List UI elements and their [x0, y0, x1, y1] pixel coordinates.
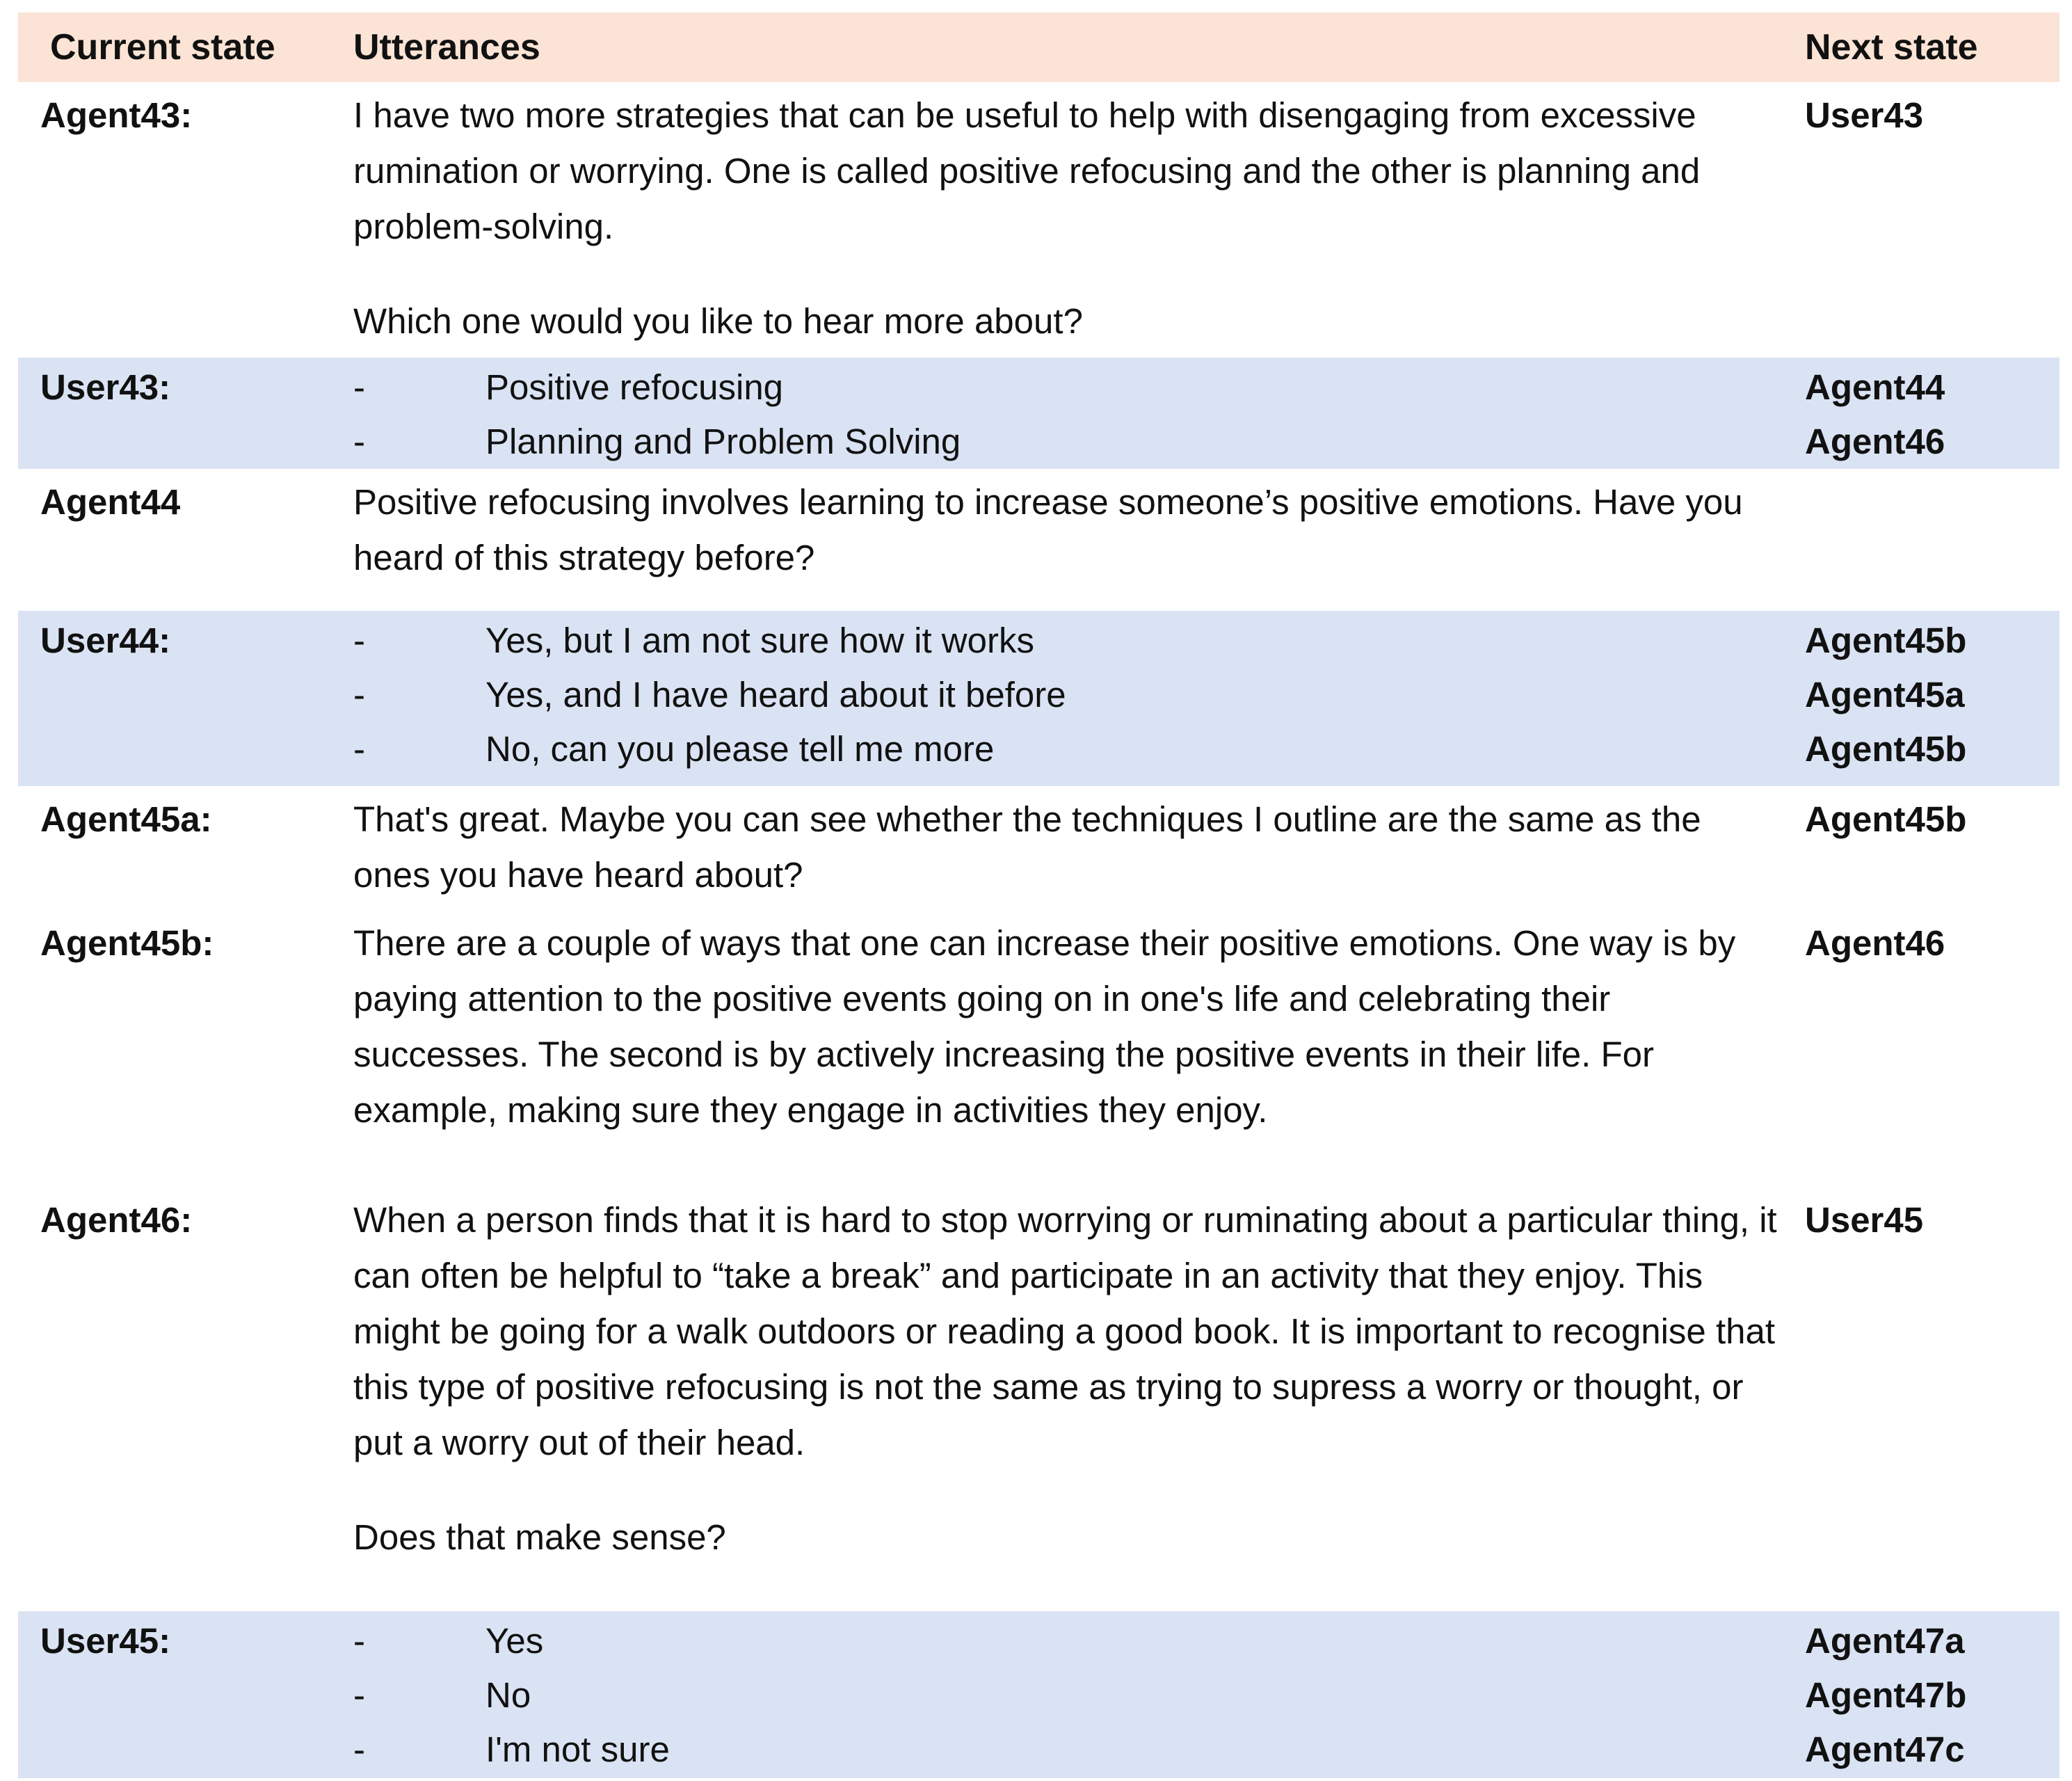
next-state-value: Agent46	[1805, 422, 1945, 461]
header-current-state: Current state	[50, 27, 275, 67]
row-options	[353, 358, 1805, 469]
row-current-state: Agent46:	[18, 1187, 353, 1611]
row-current-state: Agent45b:	[18, 910, 353, 1187]
next-state-value: User43	[1805, 95, 1924, 135]
table-row	[18, 1611, 2059, 1778]
next-state-value: Agent45b	[1805, 729, 1967, 769]
option-item: - Planning and Problem Solving	[353, 422, 961, 461]
next-state-value: Agent45a	[1805, 675, 1965, 714]
table-row	[18, 910, 2059, 1187]
table-row	[18, 469, 2059, 611]
row-next-state	[1805, 910, 2059, 1187]
option-item: - Yes	[353, 1621, 544, 1661]
row-options	[353, 1611, 1805, 1778]
row-utterance	[353, 82, 1805, 358]
table-row	[18, 786, 2059, 910]
row-utterance	[353, 786, 1805, 910]
table-row	[18, 358, 2059, 469]
row-utterance	[353, 910, 1805, 1187]
row-next-state	[1805, 611, 2059, 786]
row-utterance	[353, 469, 1805, 611]
row-next-state	[1805, 1187, 2059, 1611]
utterance-paragraph: When a person finds that it is hard to stop worrying or ruminating about a particular thing, it can often be helpful to “take a break” and participate in an activity that they enjoy. This might be going for a walk outdoors or reading a good book. It is important to recognise that this type of positive refocusing is not the same as trying to supress a worry or thought, or put a worry out of their head.	[353, 1200, 1777, 1462]
table-row	[18, 1187, 2059, 1611]
utterance-paragraph: Which one would you like to hear more about?	[353, 301, 1083, 341]
dialogue-state-table	[18, 13, 2059, 1778]
row-options	[353, 611, 1805, 786]
row-next-state	[1805, 82, 2059, 358]
utterance-paragraph: There are a couple of ways that one can increase their positive emotions. One way is by paying attention to the positive events going on in one's life and celebrating their successes. The second is by actively increasing the positive events in their life. For example, making sure they engage in activities they enjoy.	[353, 923, 1736, 1130]
header-utterances: Utterances	[353, 27, 540, 67]
option-item: - No, can you please tell me more	[353, 729, 995, 769]
row-current-state: User43:	[18, 358, 353, 469]
row-current-state: Agent45a:	[18, 786, 353, 910]
table-header-row	[18, 13, 2059, 82]
next-state-value: Agent44	[1805, 367, 1945, 407]
row-next-state	[1805, 786, 2059, 910]
row-next-state	[1805, 1611, 2059, 1778]
row-current-state: Agent44	[18, 469, 353, 611]
row-next-state	[1805, 469, 2059, 611]
row-current-state: User45:	[18, 1611, 353, 1778]
header-next-state: Next state	[1805, 27, 1978, 67]
next-state-value: User45	[1805, 1200, 1924, 1240]
row-current-state: Agent43:	[18, 82, 353, 358]
next-state-value: Agent46	[1805, 923, 1945, 963]
utterance-paragraph: Positive refocusing involves learning to increase someone’s positive emotions. Have you heard of this strategy before?	[353, 482, 1743, 577]
option-item: - Yes, but I am not sure how it works	[353, 621, 1034, 660]
utterance-paragraph: Does that make sense?	[353, 1517, 726, 1557]
utterance-paragraph: I have two more strategies that can be useful to help with disengaging from excessive rumination or worrying. One is called positive refocusing and the other is planning and problem-solving.	[353, 95, 1701, 246]
next-state-value: Agent45b	[1805, 621, 1967, 660]
row-next-state	[1805, 358, 2059, 469]
option-item: - Yes, and I have heard about it before	[353, 675, 1066, 714]
next-state-value: Agent47c	[1805, 1730, 1965, 1769]
next-state-value: Agent47b	[1805, 1675, 1967, 1715]
option-item: - I'm not sure	[353, 1730, 670, 1769]
row-utterance	[353, 1187, 1805, 1611]
utterance-paragraph: That's great. Maybe you can see whether the techniques I outline are the same as the ones you have heard about?	[353, 799, 1701, 895]
table-row	[18, 82, 2059, 358]
row-current-state: User44:	[18, 611, 353, 786]
next-state-value: Agent47a	[1805, 1621, 1965, 1661]
next-state-value: Agent45b	[1805, 799, 1967, 839]
dialogue-table-document	[18, 13, 2059, 1778]
option-item: - Positive refocusing	[353, 367, 784, 407]
table-row	[18, 611, 2059, 786]
option-item: - No	[353, 1675, 531, 1715]
